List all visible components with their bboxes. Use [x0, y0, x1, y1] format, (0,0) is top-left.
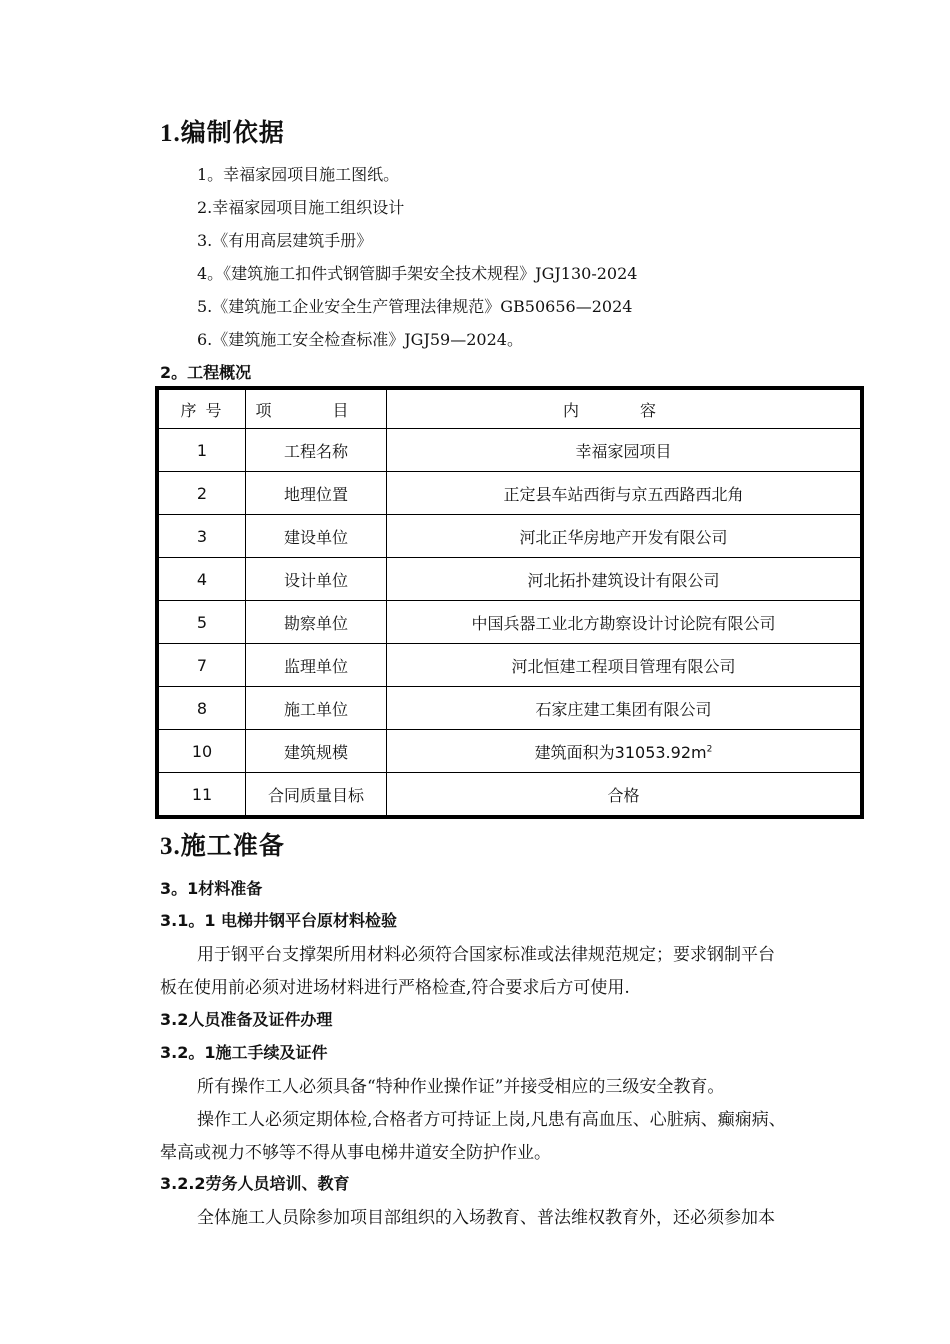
basis-item-1: 1。幸福家园项目施工图纸。	[197, 165, 400, 184]
row-no: 5	[159, 601, 246, 644]
basis-item-2: 2.幸福家园项目施工组织设计	[197, 198, 405, 217]
row-content: 石家庄建工集团有限公司	[387, 687, 861, 730]
basis-item-3: 3.《有用高层建筑手册》	[197, 231, 373, 250]
table-row	[159, 515, 861, 558]
row-content: 合格	[387, 773, 861, 816]
header-content: 内 容	[387, 390, 861, 429]
row-no: 10	[159, 730, 246, 773]
paragraph-3-1-1-line1: 用于钢平台支撑架所用材料必须符合国家标准或法律规范规定；要求钢制平台	[197, 945, 775, 965]
area-unit-superscript: 2	[706, 744, 713, 755]
basis-item-4: 4。《建筑施工扣件式钢管脚手架安全技术规程》JGJ130-2024	[197, 264, 638, 283]
row-content: 正定县车站西街与京五西路西北角	[387, 472, 861, 515]
table-row	[159, 687, 861, 730]
basis-item-6: 6.《建筑施工安全检查标准》JGJ59—2024。	[197, 330, 523, 349]
row-no: 7	[159, 644, 246, 687]
row-no: 3	[159, 515, 246, 558]
table-row	[159, 773, 861, 816]
building-area-text: 建筑面积为31053.92m	[534, 742, 707, 762]
section-3-2-title: 3.2人员准备及证件办理	[160, 1010, 333, 1029]
row-item: 建筑规模	[246, 730, 387, 773]
row-item: 工程名称	[246, 429, 387, 472]
row-content: 河北恒建工程项目管理有限公司	[387, 644, 861, 687]
paragraph-3-2-1-line3: 晕高或视力不够等不得从事电梯井道安全防护作业。	[160, 1143, 551, 1163]
row-no: 4	[159, 558, 246, 601]
project-overview-table	[158, 389, 861, 816]
paragraph-3-2-2-line1: 全体施工人员除参加项目部组织的入场教育、普法维权教育外，还必须参加本	[197, 1208, 775, 1228]
paragraph-3-1-1-line2: 板在使用前必须对进场材料进行严格检查,符合要求后方可使用.	[160, 978, 630, 998]
row-content: 河北拓扑建筑设计有限公司	[387, 558, 861, 601]
row-item: 合同质量目标	[246, 773, 387, 816]
row-item: 建设单位	[246, 515, 387, 558]
paragraph-3-2-1-line2: 操作工人必须定期体检,合格者方可持证上岗,凡患有高血压、心脏病、癫痫病、	[197, 1110, 786, 1130]
table-row	[159, 730, 861, 773]
row-item: 勘察单位	[246, 601, 387, 644]
row-no: 8	[159, 687, 246, 730]
header-no: 序 号	[159, 390, 246, 429]
paragraph-3-2-1-line1: 所有操作工人必须具备“特种作业操作证”并接受相应的三级安全教育。	[197, 1077, 725, 1097]
table-row	[159, 558, 861, 601]
section-3-title: 3.施工准备	[160, 833, 285, 860]
table-row	[159, 429, 861, 472]
header-item: 项 目	[246, 390, 387, 429]
row-content: 中国兵器工业北方勘察设计讨论院有限公司	[387, 601, 861, 644]
row-item: 监理单位	[246, 644, 387, 687]
row-item: 地理位置	[246, 472, 387, 515]
row-no: 2	[159, 472, 246, 515]
table-row	[159, 644, 861, 687]
table-header-row	[159, 390, 861, 429]
section-3-1-1-title: 3.1。1 电梯井钢平台原材料检验	[160, 911, 398, 930]
basis-item-5: 5.《建筑施工企业安全生产管理法律规范》GB50656—2024	[197, 297, 633, 316]
row-content: 河北正华房地产开发有限公司	[387, 515, 861, 558]
section-3-2-2-title: 3.2.2劳务人员培训、教育	[160, 1174, 350, 1193]
row-item: 设计单位	[246, 558, 387, 601]
row-no: 1	[159, 429, 246, 472]
table-row	[159, 472, 861, 515]
section-2-title: 2。工程概况	[160, 363, 252, 382]
row-content: 幸福家园项目	[387, 429, 861, 472]
row-item: 施工单位	[246, 687, 387, 730]
row-content	[387, 730, 861, 773]
section-3-2-1-title: 3.2。1施工手续及证件	[160, 1043, 328, 1062]
table-row	[159, 601, 861, 644]
row-no: 11	[159, 773, 246, 816]
section-1-title: 1.编制依据	[160, 120, 285, 147]
section-3-1-title: 3。1材料准备	[160, 879, 263, 898]
